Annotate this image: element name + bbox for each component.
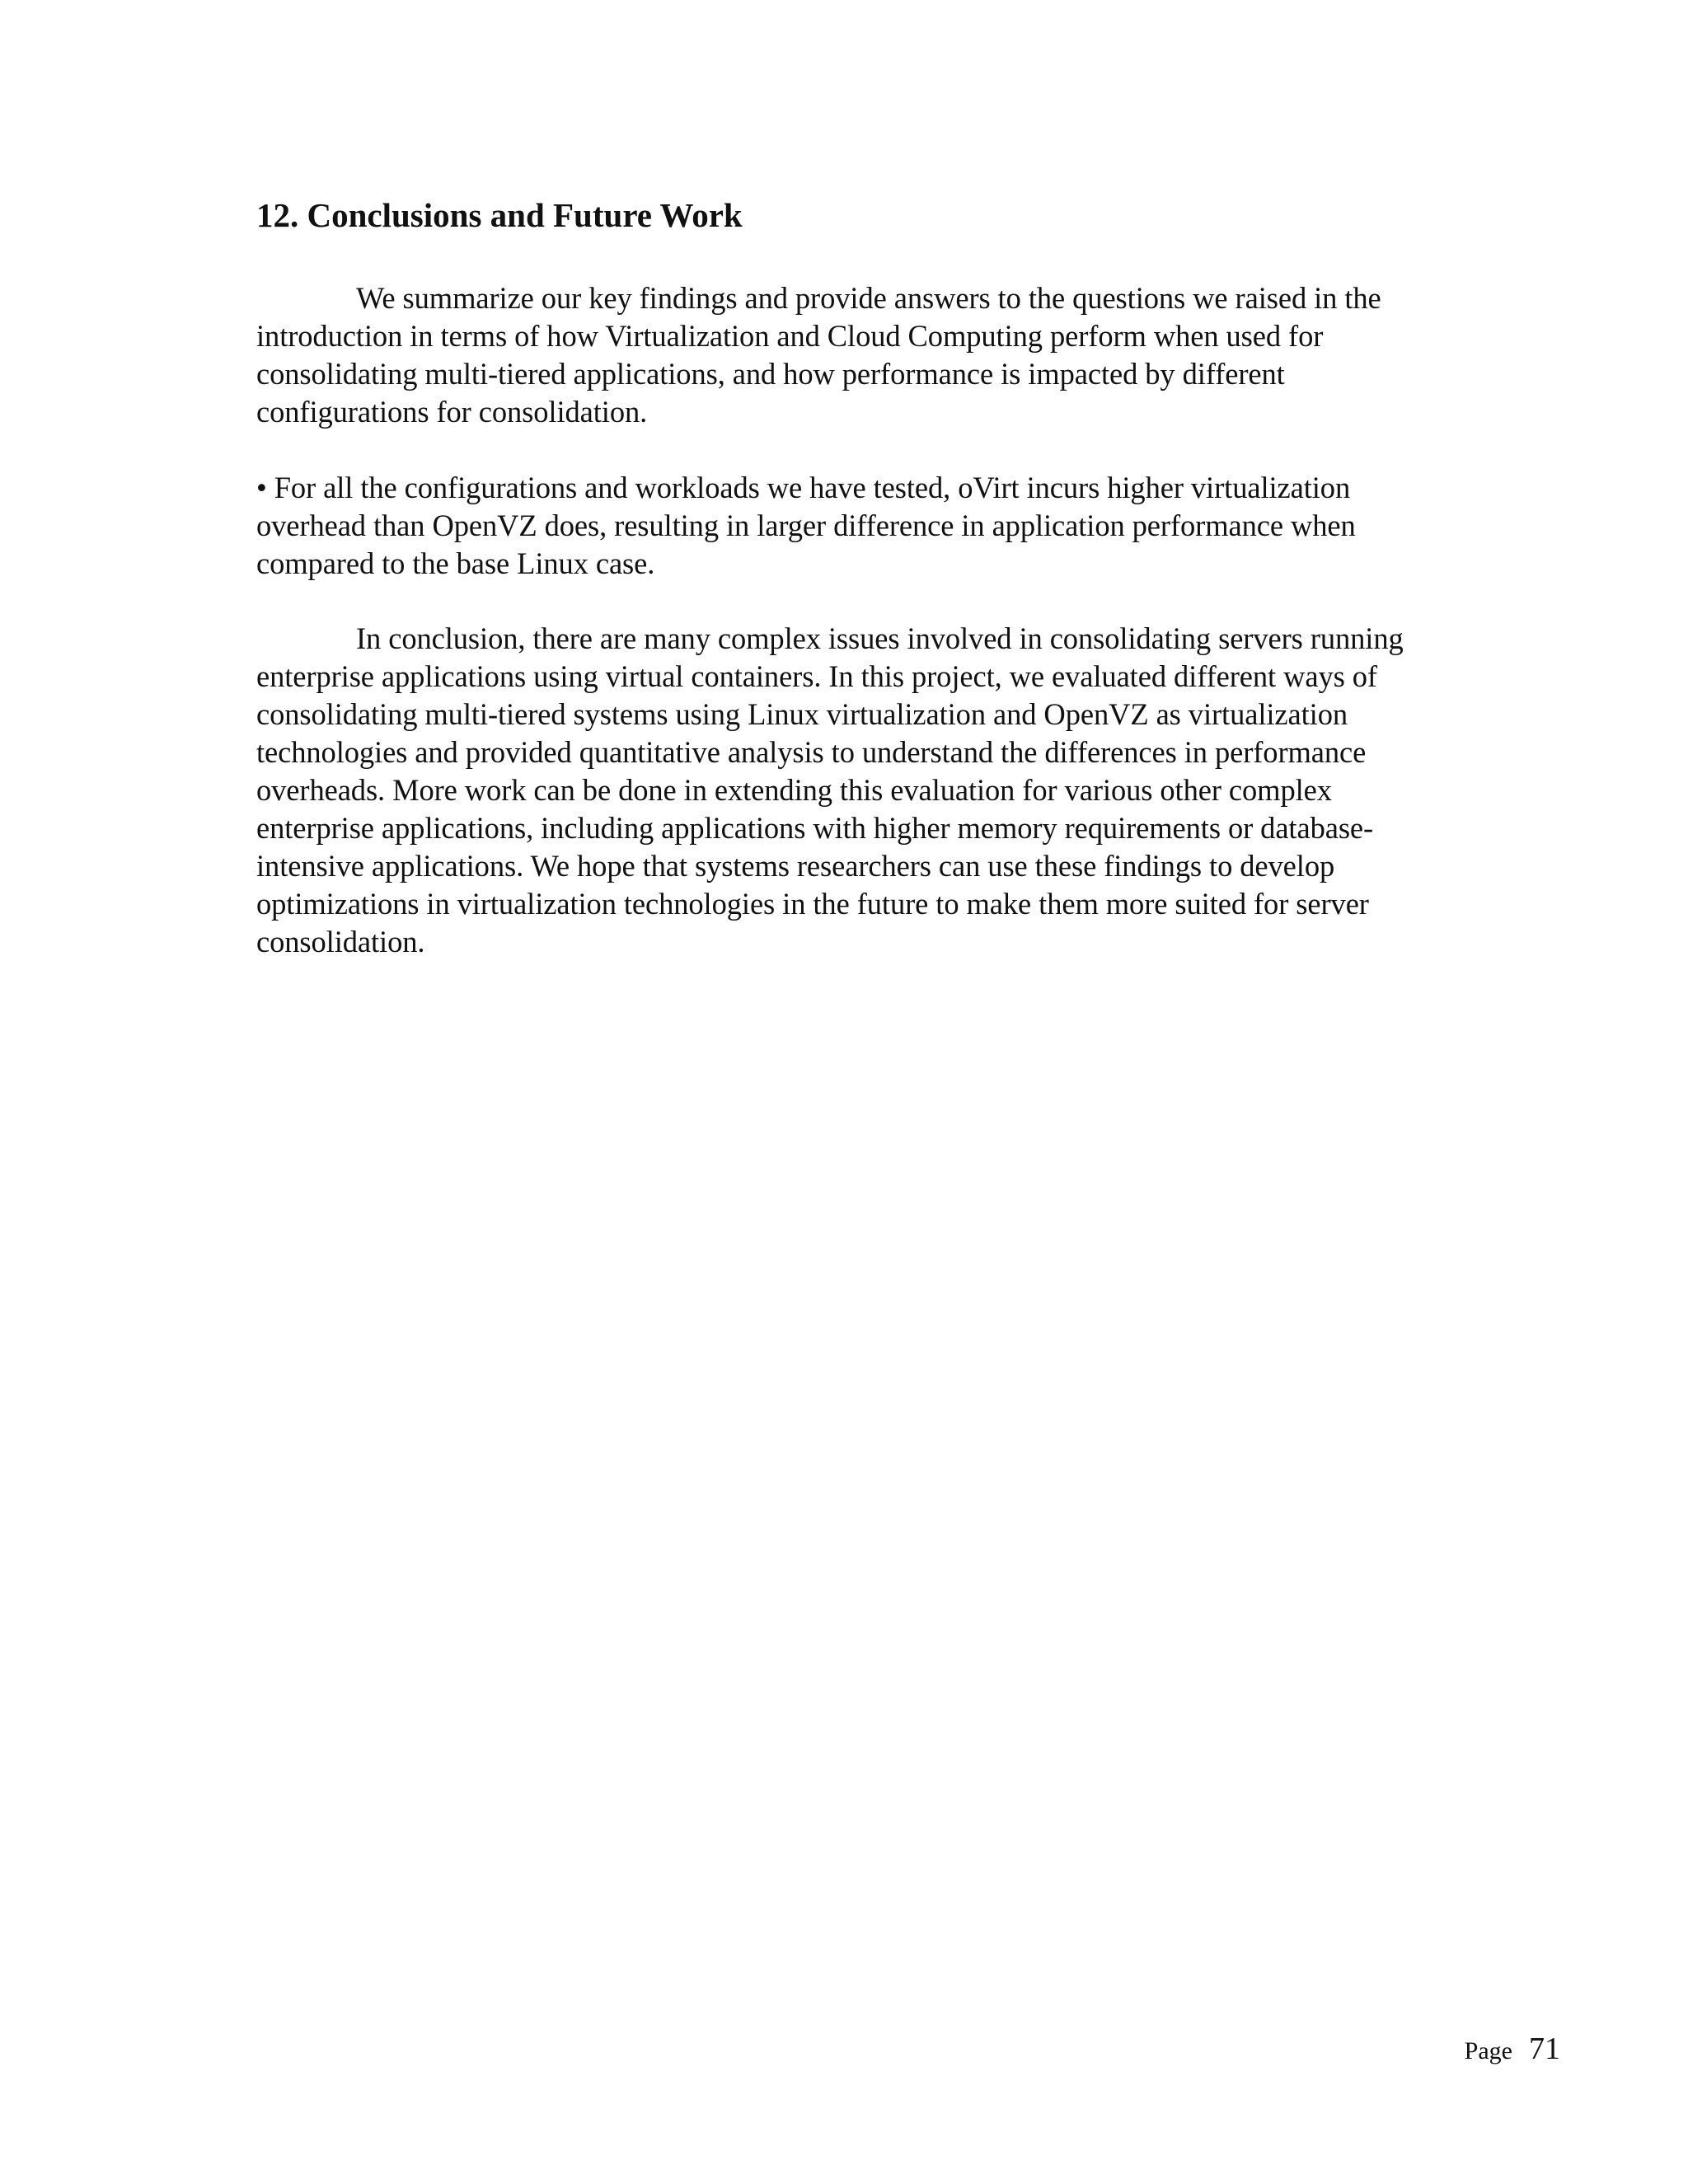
text-line: compared to the base Linux case. [256, 546, 655, 580]
text-line: enterprise applications using virtual containers. In this project, we evaluated different ways of [256, 659, 1377, 693]
text-line: introduction in terms of how Virtualization and Cloud Computing perform when used for [256, 319, 1324, 353]
text-line: intensive applications. We hope that systems researchers can use these findings to develop [256, 849, 1335, 883]
text-line: consolidating multi-tiered systems using Linux virtualization and OpenVZ as virtualization [256, 697, 1348, 731]
text-line: overhead than OpenVZ does, resulting in larger difference in application performance when [256, 509, 1356, 542]
text-line: enterprise applications, including applications with higher memory requirements or database- [256, 811, 1374, 845]
text-line: overheads. More work can be done in extending this evaluation for various other complex [256, 773, 1332, 807]
finding-bullet [256, 469, 1526, 583]
page-number: 71 [1529, 2032, 1560, 2066]
page-label: Page [1464, 2037, 1512, 2064]
section-heading: 12. Conclusions and Future Work [256, 196, 743, 234]
text-line: We summarize our key findings and provide answers to the questions we raised in the [356, 281, 1381, 315]
text-line: configurations for consolidation. [256, 395, 648, 429]
page-footer [1465, 2031, 1560, 2067]
text-line: • For all the configurations and workloads we have tested, oVirt incurs higher virtualization [256, 471, 1351, 504]
text-line: optimizations in virtualization technologies in the future to make them more suited for server [256, 887, 1369, 921]
text-line: In conclusion, there are many complex issues involved in consolidating servers running [356, 621, 1404, 655]
conclusion-paragraph [256, 620, 1526, 961]
text-line: technologies and provided quantitative analysis to understand the differences in performance [256, 735, 1367, 769]
text-line: consolidation. [256, 925, 425, 958]
text-line: consolidating multi-tiered applications, and how performance is impacted by different [256, 357, 1285, 391]
intro-paragraph [256, 279, 1526, 431]
